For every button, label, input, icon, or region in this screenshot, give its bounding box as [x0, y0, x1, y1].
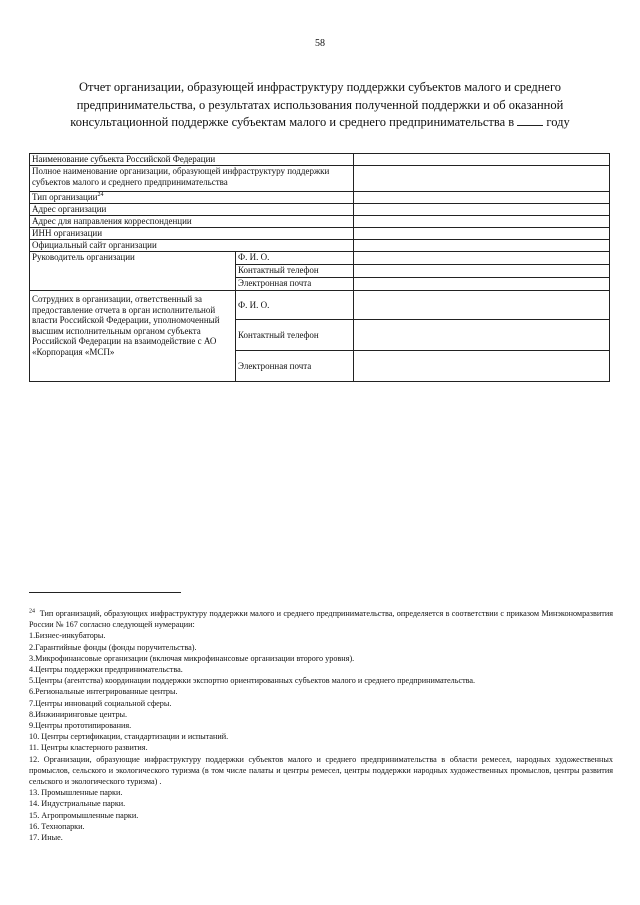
- footnote-item: 17. Иные.: [29, 833, 63, 843]
- value-org-type[interactable]: [354, 192, 610, 204]
- footnote-ref: 24: [97, 192, 104, 198]
- footnote: [29, 608, 613, 843]
- page-number: 58: [315, 38, 325, 49]
- value-head-fio[interactable]: [354, 252, 610, 265]
- footnote-item: 3.Микрофинансовые организации (включая микрофинансовые организации второго уровня).: [29, 653, 355, 663]
- title-line-1: Отчет организации, образующей инфраструктуру поддержки субъектов малого и среднего: [78, 80, 562, 94]
- title-line-3-end: году: [546, 115, 570, 129]
- value-head-phone[interactable]: [354, 265, 610, 278]
- value-region-name[interactable]: [354, 154, 610, 166]
- footnote-divider: [29, 592, 181, 593]
- footnote-lead: [29, 608, 613, 630]
- label-inn: ИНН организации: [30, 228, 354, 240]
- footnote-item: 13. Промышленные парки.: [29, 788, 123, 798]
- footnote-item: 6.Региональные интегрированные центры.: [29, 687, 178, 697]
- title-line-3: [58, 114, 582, 132]
- label-contact-email: Электронная почта: [236, 351, 354, 382]
- year-blank-field[interactable]: [517, 114, 543, 126]
- footnote-item: 2.Гарантийные фонды (фонды поручительства).: [29, 642, 197, 652]
- footnote-item: 15. Агропромышленные парки.: [29, 810, 139, 820]
- label-full-name: Полное наименование организации, образующей инфраструктуру поддержки субъектов малого и среднего предпринимательства: [30, 166, 354, 192]
- label-website: Официальный сайт организации: [30, 240, 354, 252]
- footnote-item: 4.Центры поддержки предпринимательства.: [29, 665, 183, 675]
- footnote-item: 16. Технопарки.: [29, 821, 85, 831]
- footnote-item: 9.Центры прототипирования.: [29, 721, 132, 731]
- label-head-email: Электронная почта: [236, 278, 354, 291]
- label-head: Руководитель организации: [30, 252, 236, 291]
- value-inn[interactable]: [354, 228, 610, 240]
- report-title: [58, 79, 582, 132]
- footnote-marker: 24: [29, 608, 35, 615]
- label-contact-fio: Ф. И. О.: [236, 291, 354, 320]
- label-org-type: [30, 192, 354, 204]
- footnote-lead-text: Тип организаций, образующих инфраструктуру поддержки малого и среднего предпринимательства, определяется в соответствии с приказом Минэкономразвития России № 167 согласно следующей нумерации:: [29, 609, 614, 630]
- value-website[interactable]: [354, 240, 610, 252]
- label-mail-address: Адрес для направления корреспонденции: [30, 216, 354, 228]
- label-region-name: Наименование субъекта Российской Федерации: [30, 154, 354, 166]
- value-full-name[interactable]: [354, 166, 610, 192]
- label-head-phone: Контактный телефон: [236, 265, 354, 278]
- org-type-text: Тип организации: [32, 192, 98, 202]
- footnote-item: 8.Инжиниринговые центры.: [29, 709, 128, 719]
- footnote-item: 7.Центры инноваций социальной сферы.: [29, 698, 172, 708]
- footnote-item: 11. Центры кластерного развития.: [29, 743, 148, 753]
- title-line-2: предпринимательства, о результатах использования полученной поддержки и об оказанной: [76, 97, 564, 112]
- value-mail-address[interactable]: [354, 216, 610, 228]
- organization-info-table: [29, 153, 610, 382]
- footnote-item: 5.Центры (агентства) координации поддержки экспортно ориентированных субъектов малого и среднего предпринимательства.: [29, 676, 476, 686]
- title-line-3-start: консультационной поддержке субъектам малого и среднего предпринимательства в: [70, 115, 515, 129]
- footnote-item: 10. Центры сертификации, стандартизации и испытаний.: [29, 732, 229, 742]
- label-org-address: Адрес организации: [30, 204, 354, 216]
- footnote-item: 12. Организации, образующие инфраструктуру поддержки субъектов малого и среднего предпринимательства в области ремесел, народных художественных промыслов, сельского и экологического туризма (в том числе палаты и центры ремесел, центры поддержки народных художественных промыслов, центры развития сельского и экологического туризма) .: [29, 754, 613, 787]
- value-head-email[interactable]: [354, 278, 610, 291]
- value-contact-phone[interactable]: [354, 320, 610, 351]
- label-contact-phone: Контактный телефон: [236, 320, 354, 351]
- footnote-item: 1.Бизнес-инкубаторы.: [29, 631, 106, 641]
- label-contact-person: Сотрудних в организации, ответственный за предоставление отчета в орган исполнительной власти Российской Федерации, уполномоченный высшим исполнительным органом субъекта Российской Федерации на взаимодействие с АО «Корпорация «МСП»: [30, 291, 236, 382]
- value-org-address[interactable]: [354, 204, 610, 216]
- label-head-fio: Ф. И. О.: [236, 252, 354, 265]
- value-contact-email[interactable]: [354, 351, 610, 382]
- value-contact-fio[interactable]: [354, 291, 610, 320]
- footnote-item: 14. Индустриальные парки.: [29, 799, 126, 809]
